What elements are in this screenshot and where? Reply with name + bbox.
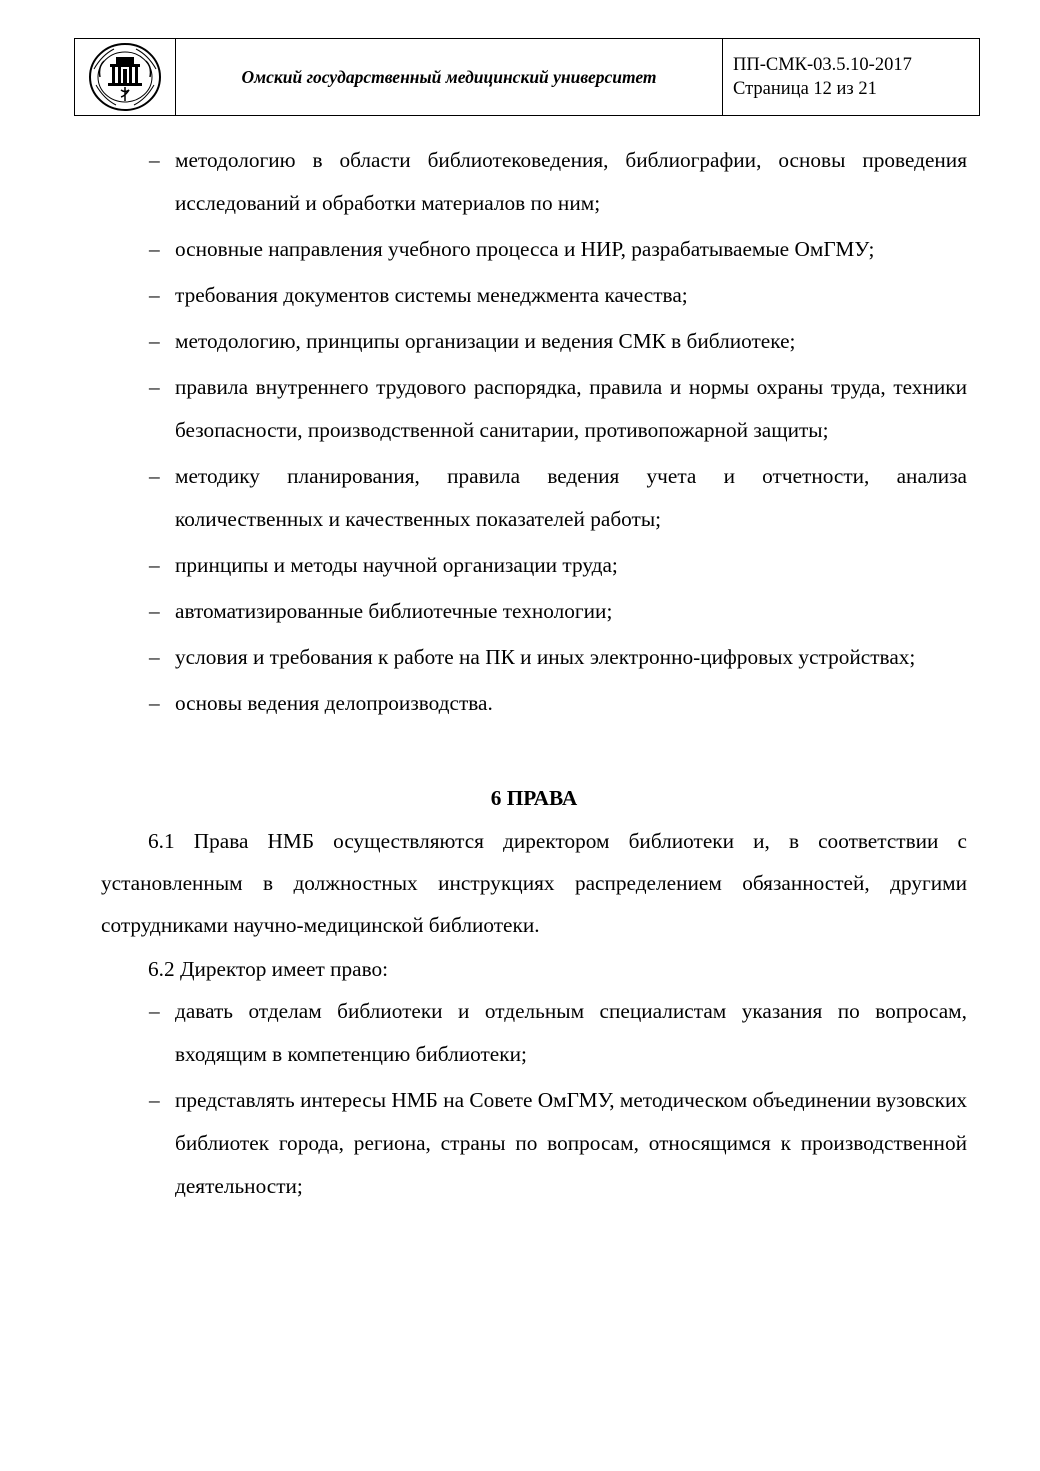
dash-bullet: – [149,999,160,1023]
section-heading: 6 ПРАВА [490,786,578,810]
dash-bullet: – [149,599,160,623]
list-item: – методологию, принципы организации и ведения СМК в библиотеке; [101,320,967,363]
dash-bullet: – [149,464,160,488]
document-meta [723,39,979,115]
requirements-list [101,139,967,725]
rights-list [101,990,967,1208]
dash-bullet: – [149,283,160,307]
list-item: – требования документов системы менеджмента качества; [101,274,967,317]
list-item: – методику планирования, правила ведения учета и отчетности, анализа количественных и качественных показателей работы; [101,455,967,541]
paragraph-6-2: 6.2 Директор имеет право: [148,957,389,981]
document-body [101,139,967,1211]
university-name: Омский государственный медицинский университет [176,39,723,115]
list-item: – методологию в области библиотековедения, библиографии, основы проведения исследований и обработки материалов по ним; [101,139,967,225]
dash-bullet: – [149,329,160,353]
dash-bullet: – [149,148,160,172]
list-item: – автоматизированные библиотечные технологии; [101,590,967,633]
list-item: – принципы и методы научной организации труда; [101,544,967,587]
dash-bullet: – [149,691,160,715]
paragraph-6-1: 6.1 Права НМБ осуществляются директором библиотеки и, в соответствии с установленным в должностных инструкциях распределением обязанностей, другими сотрудниками научно-медицинской библиотеки. [101,829,967,937]
dash-bullet: – [149,1088,160,1112]
dash-bullet: – [149,645,160,669]
logo-cell [75,39,176,115]
list-item: – давать отделам библиотеки и отдельным специалистам указания по вопросам, входящим в компетенцию библиотеки; [101,990,967,1076]
document-header [74,38,980,116]
list-item: – условия и требования к работе на ПК и иных электронно-цифровых устройствах; [101,636,967,679]
list-item: – основные направления учебного процесса и НИР, разрабатываемые ОмГМУ; [101,228,967,271]
document-code: ПП-СМК-03.5.10-2017 [733,55,912,75]
dash-bullet: – [149,553,160,577]
university-seal-logo [86,41,164,113]
dash-bullet: – [149,375,160,399]
list-item: – правила внутреннего трудового распорядка, правила и нормы охраны труда, техники безопасности, производственной санитарии, противопожарной защиты; [101,366,967,452]
dash-bullet: – [149,237,160,261]
page-indicator: Страница 12 из 21 [733,79,877,99]
list-item: – основы ведения делопроизводства. [101,682,967,725]
list-item: – представлять интересы НМБ на Совете ОмГМУ, методическом объединении вузовских библиотек города, региона, страны по вопросам, относящимся к производственной деятельности; [101,1079,967,1208]
